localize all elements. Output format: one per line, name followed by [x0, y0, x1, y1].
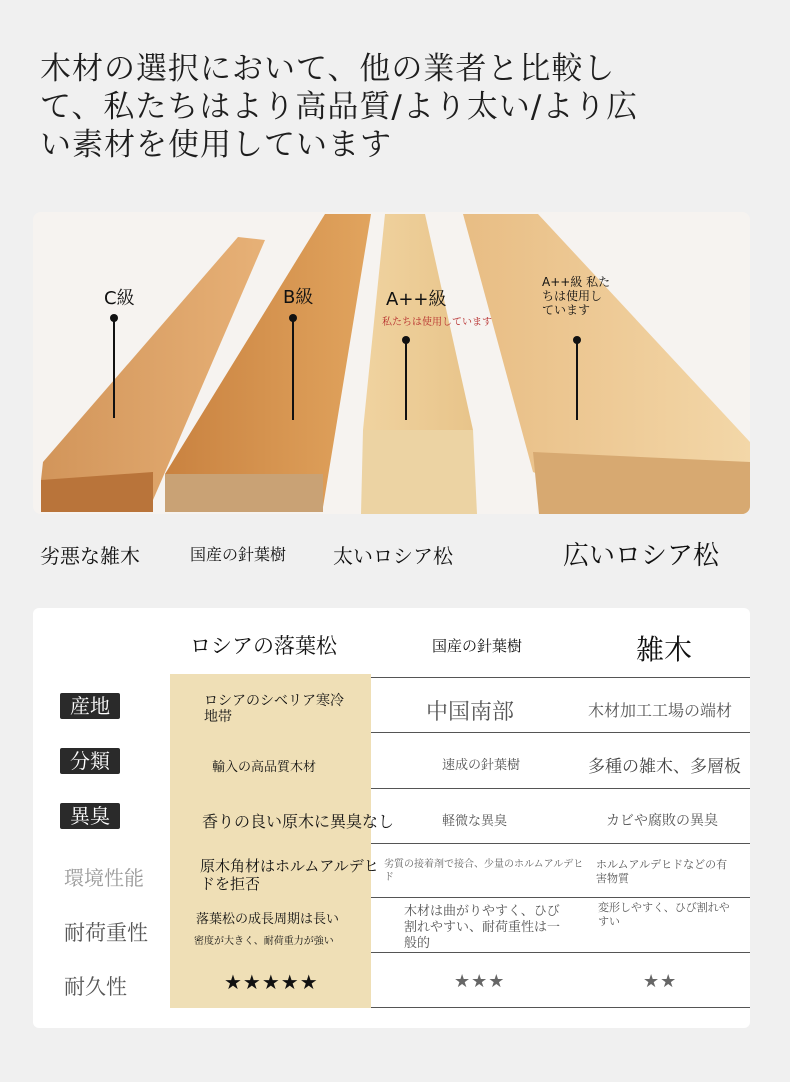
row-label-environment: 環境性能 — [64, 866, 144, 890]
cell-durability-domestic-stars: ★★★ — [454, 971, 506, 992]
cell-category-misc: 多種の雑木、多層板 — [588, 757, 741, 777]
grade-b-label: B級 — [283, 287, 314, 308]
row-label-odor: 異臭 — [60, 803, 120, 829]
grade-a-label: A++級 — [386, 289, 447, 310]
caption-thick-russian-pine: 太いロシア松 — [333, 544, 453, 568]
row-divider — [371, 788, 750, 789]
grade-c-label: C級 — [104, 288, 135, 309]
grade-wide-label: A++級 私たちは使用しています — [542, 275, 611, 317]
cell-load-misc: 変形しやすく、ひび割れやすい — [598, 901, 730, 928]
cell-durability-misc-stars: ★★ — [643, 971, 678, 992]
cell-category-domestic: 速成の針葉樹 — [442, 758, 521, 773]
cell-category-ours: 輸入の高品質木材 — [212, 760, 317, 775]
row-label-origin: 産地 — [60, 693, 120, 719]
row-divider — [371, 952, 750, 953]
grade-c-pointer — [113, 318, 115, 418]
column-header-domestic: 国産の針葉樹 — [432, 637, 523, 655]
grade-wide-pointer — [576, 340, 578, 420]
grade-b-pointer — [292, 318, 294, 420]
cell-origin-ours: ロシアのシベリア寒冷地帯 — [204, 693, 344, 725]
row-label-durability: 耐久性 — [64, 975, 127, 999]
cell-load-domestic: 木材は曲がりやすく、ひび割れやすい、耐荷重性は一般的 — [404, 904, 561, 951]
cell-durability-ours-stars: ★★★★★ — [224, 970, 319, 994]
cell-odor-domestic: 軽微な異臭 — [442, 814, 508, 829]
row-divider — [371, 1007, 750, 1008]
cell-load-ours-sub: 密度が大きく、耐荷重力が強い — [194, 936, 334, 947]
cell-origin-domestic: 中国南部 — [426, 700, 515, 725]
cell-odor-ours: 香りの良い原木に異臭なし — [202, 812, 395, 831]
row-divider — [371, 843, 750, 844]
column-header-ours: ロシアの落葉松 — [190, 634, 337, 658]
cell-origin-misc: 木材加工工場の端材 — [588, 701, 733, 720]
row-divider — [371, 732, 750, 733]
column-header-misc: 雑木 — [636, 633, 693, 666]
row-label-category: 分類 — [60, 748, 120, 774]
cell-load-ours: 落葉松の成長周期は長い — [196, 912, 340, 927]
cell-odor-misc: カビや腐敗の異臭 — [606, 813, 718, 829]
row-divider — [371, 897, 750, 898]
caption-misc-wood: 劣悪な雑木 — [40, 544, 140, 568]
row-divider — [371, 677, 750, 678]
lumber-illustration — [33, 212, 750, 514]
headline: 木材の選択において、他の業者と比較して、私たちはより高品質/より太い/より広い素材を使用しています — [40, 51, 639, 163]
cell-environment-ours: 原木角材はホルムアルデヒドを拒否 — [200, 857, 379, 893]
grade-a-note: 私たちは使用しています — [382, 317, 492, 328]
caption-wide-russian-pine: 広いロシア松 — [563, 541, 720, 571]
cell-environment-misc: ホルムアルデヒドなどの有害物質 — [596, 858, 728, 885]
row-label-load: 耐荷重性 — [64, 921, 148, 945]
grade-a-pointer — [405, 340, 407, 420]
lumber-photo — [33, 212, 750, 514]
cell-environment-domestic: 劣質の接着剤で接合、少量のホルムアルデヒド — [384, 859, 584, 883]
caption-domestic-conifer: 国産の針葉樹 — [190, 545, 287, 564]
